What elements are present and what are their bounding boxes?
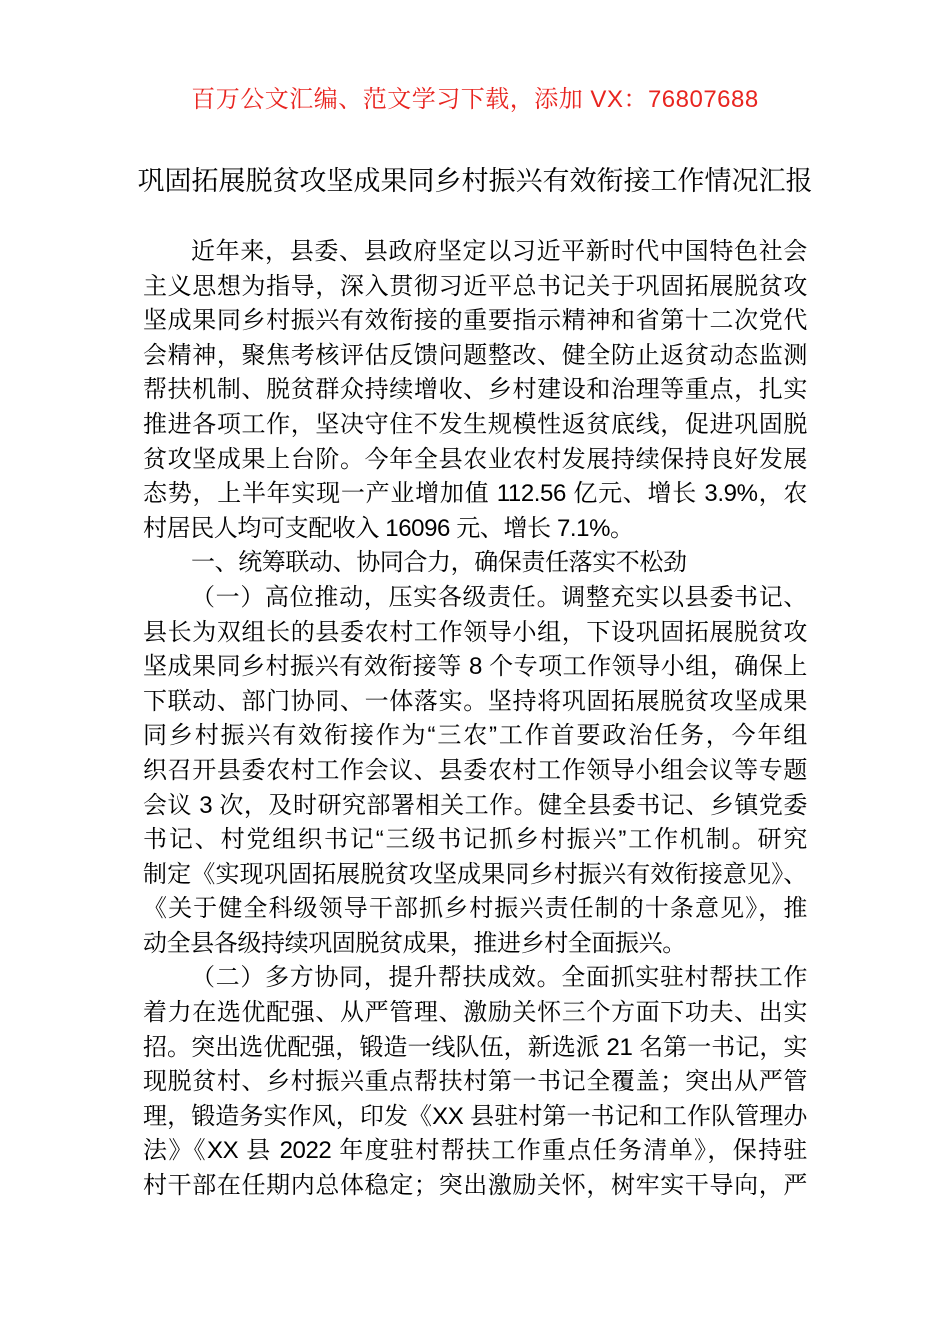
text-line: （二）多方协同，提升帮扶成效。全面抓实驻村帮扶工作 [191,964,807,992]
text-line: 村干部在任期内总体稳定；突出激励关怀，树牢实干导向，严 [143,1172,807,1200]
paragraph [143,961,807,1203]
text-line: 帮扶机制、脱贫群众持续增收、乡村建设和治理等重点，扎实 [143,376,807,404]
text-line: 《关于健全科级领导干部抓乡村振兴责任制的十条意见》，推 [143,895,807,923]
document-body [143,235,807,1204]
paragraph [143,235,807,546]
text-line: 态势，上半年实现一产业增加值 112.56 亿元、增长 3.9%，农 [143,480,807,508]
text-line: 动全县各级持续巩固脱贫成果，推进乡村全面振兴。 [143,929,686,957]
section-heading [143,546,807,581]
text-line: 同乡村振兴有效衔接作为“三农”工作首要政治任务，今年组 [143,722,807,750]
text-line: 坚成果同乡村振兴有效衔接的重要指示精神和省第十二次党代 [143,307,807,335]
text-line: 会精神，聚焦考核评估反馈问题整改、健全防止返贫动态监测 [143,341,807,369]
text-line: 县长为双组长的县委农村工作领导小组，下设巩固拓展脱贫攻 [143,618,807,646]
text-line: 现脱贫村、乡村振兴重点帮扶村第一书记全覆盖；突出从严管 [143,1068,807,1096]
text-line: 贫攻坚成果上台阶。今年全县农业农村发展持续保持良好发展 [143,445,807,473]
text-line: 一、统筹联动、协同合力，确保责任落实不松劲 [191,549,687,577]
text-line: 织召开县委农村工作会议、县委农村工作领导小组会议等专题 [143,756,807,784]
text-line: （一）高位推动，压实各级责任。调整充实以县委书记、 [191,583,807,611]
document-title: 巩固拓展脱贫攻坚成果同乡村振兴有效衔接工作情况汇报 [137,166,813,196]
text-line: 村居民人均可支配收入 16096 元、增长 7.1%。 [143,514,634,542]
text-line: 着力在选优配强、从严管理、激励关怀三个方面下功夫、出实 [143,999,807,1027]
text-line: 书记、村党组织书记“三级书记抓乡村振兴”工作机制。研究 [143,826,807,854]
text-line: 下联动、部门协同、一体落实。坚持将巩固拓展脱贫攻坚成果 [143,687,807,715]
text-line: 主义思想为指导，深入贯彻习近平总书记关于巩固拓展脱贫攻 [143,272,807,300]
text-line: 理，锻造务实作风，印发《XX 县驻村第一书记和工作队管理办 [143,1102,807,1130]
watermark-notice: 百万公文汇编、范文学习下载，添加 VX：76807688 [191,86,759,113]
text-line: 会议 3 次，及时研究部署相关工作。健全县委书记、乡镇党委 [143,791,807,819]
paragraph [143,581,807,962]
text-line: 坚成果同乡村振兴有效衔接等 8 个专项工作领导小组，确保上 [143,653,807,681]
text-line: 招。突出选优配强，锻造一线队伍，新选派 21 名第一书记，实 [143,1033,807,1061]
text-line: 制定《实现巩固拓展脱贫攻坚成果同乡村振兴有效衔接意见》、 [143,860,807,888]
text-line: 近年来，县委、县政府坚定以习近平新时代中国特色社会 [191,238,807,265]
text-line: 法》《XX 县 2022 年度驻村帮扶工作重点任务清单》，保持驻 [143,1137,807,1165]
text-line: 推进各项工作，坚决守住不发生规模性返贫底线，促进巩固脱 [143,410,807,438]
